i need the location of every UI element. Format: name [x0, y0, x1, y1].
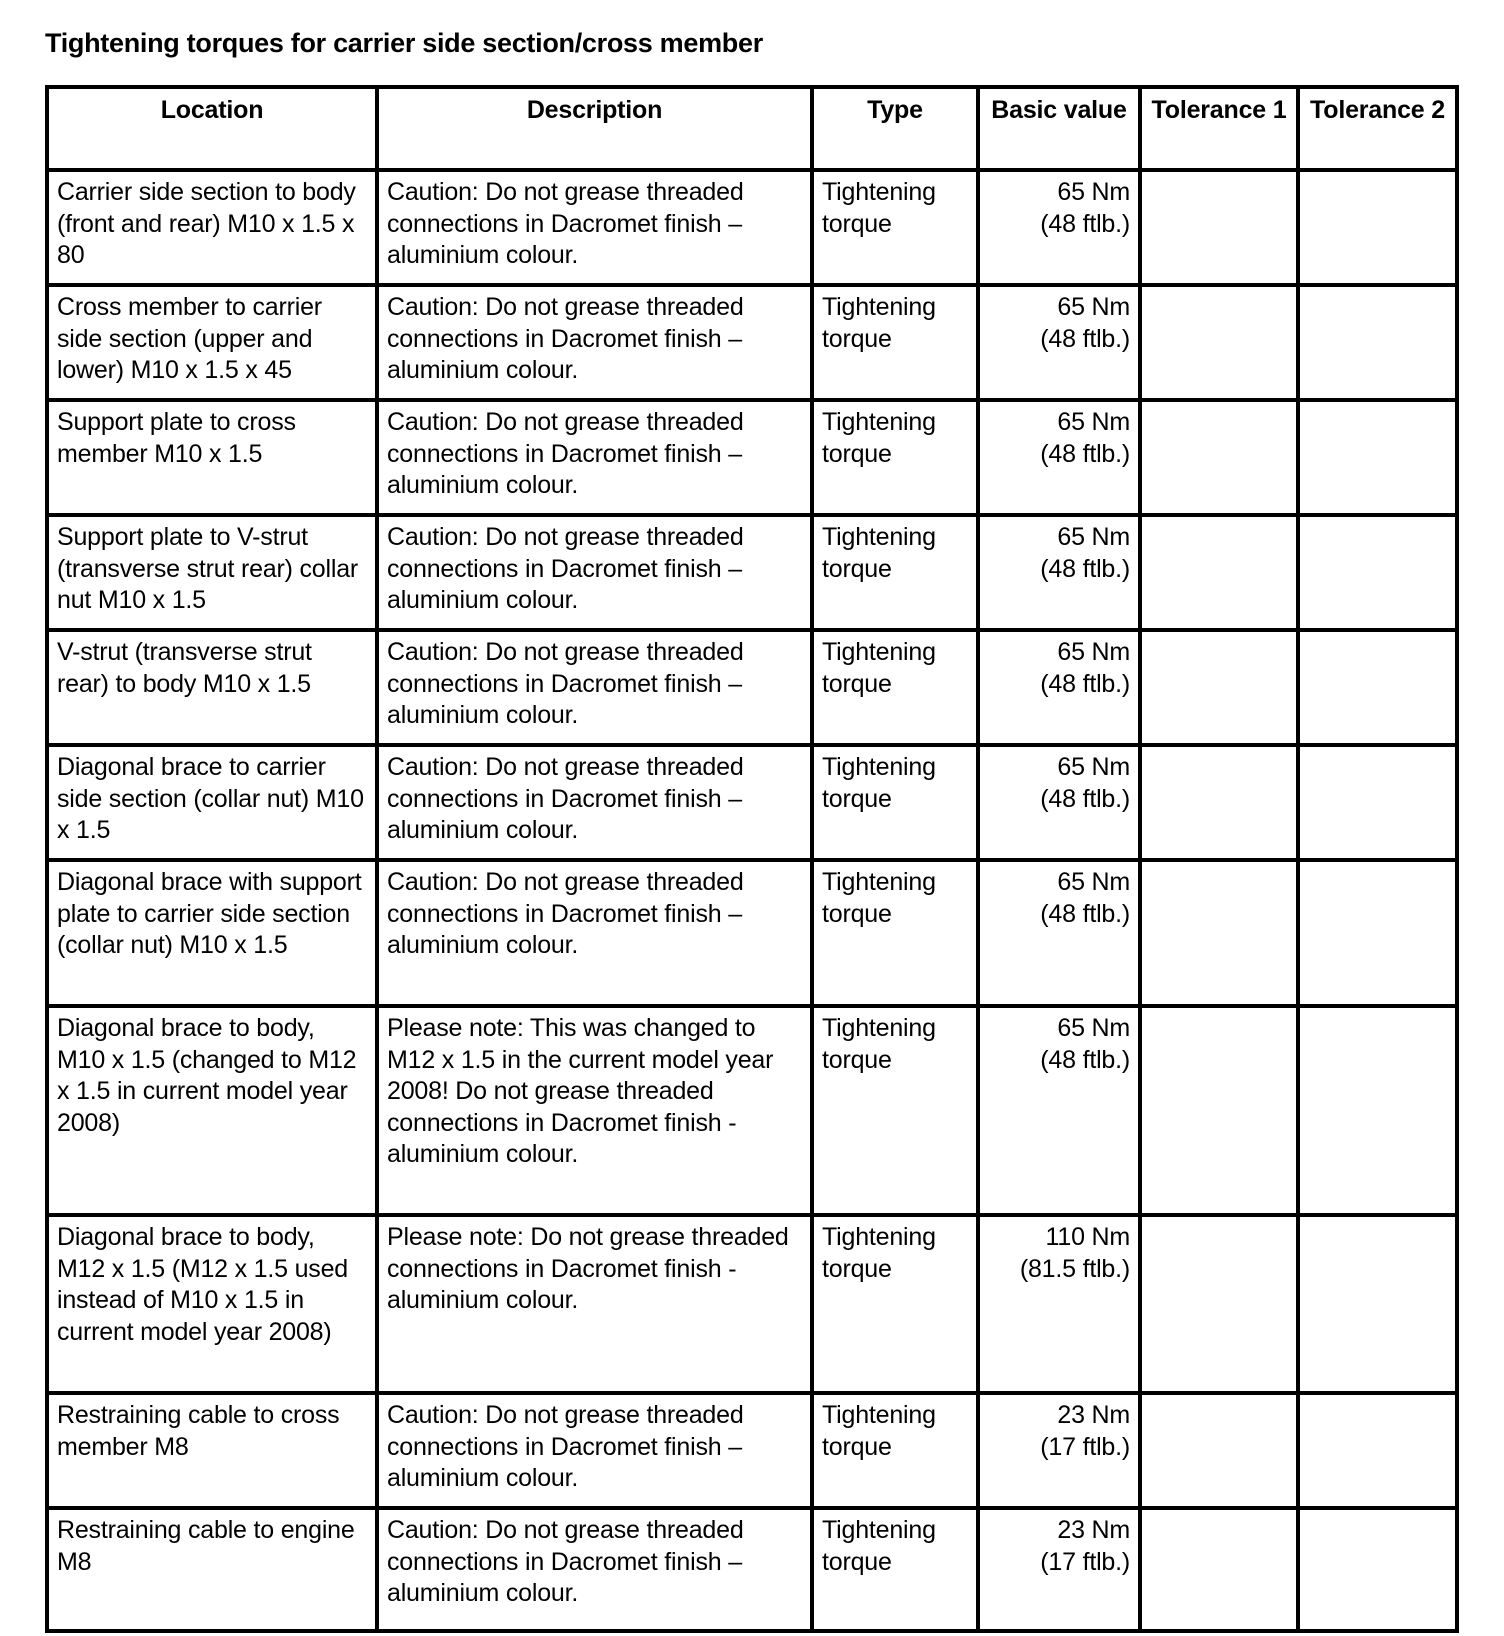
tolerance-1-cell	[1140, 285, 1298, 400]
location-cell: Carrier side section to body (front and rear) M10 x 1.5 x 80	[47, 170, 377, 285]
type-cell: Tightening torque	[812, 170, 978, 285]
description-cell: Caution: Do not grease threaded connections in Dacromet finish – aluminium colour.	[377, 170, 812, 285]
type-cell: Tightening torque	[812, 1215, 978, 1393]
location-cell: Restraining cable to cross member M8	[47, 1393, 377, 1508]
basic-value-cell	[978, 860, 1140, 1006]
type-cell: Tightening torque	[812, 285, 978, 400]
type-cell: Tightening torque	[812, 515, 978, 630]
basic-value-cell	[978, 1215, 1140, 1393]
location-cell: Diagonal brace to body, M12 x 1.5 (M12 x 1.5 used instead of M10 x 1.5 in current model year 2008)	[47, 1215, 377, 1393]
tolerance-2-cell	[1298, 745, 1457, 860]
torque-nm: 65 Nm	[1057, 178, 1130, 206]
description-cell: Caution: Do not grease threaded connections in Dacromet finish – aluminium colour.	[377, 515, 812, 630]
header-location: Location	[47, 87, 377, 170]
basic-value-cell	[978, 1393, 1140, 1508]
torque-nm: 65 Nm	[1057, 868, 1130, 896]
table-row	[47, 860, 1457, 1006]
location-cell: V-strut (transverse strut rear) to body M10 x 1.5	[47, 630, 377, 745]
tolerance-2-cell	[1298, 515, 1457, 630]
torque-nm: 65 Nm	[1057, 1014, 1130, 1042]
table-row	[47, 1508, 1457, 1631]
basic-value-cell	[978, 400, 1140, 515]
header-type: Type	[812, 87, 978, 170]
tolerance-2-cell	[1298, 1508, 1457, 1631]
description-cell: Please note: Do not grease threaded connections in Dacromet finish - aluminium colour.	[377, 1215, 812, 1393]
description-cell: Please note: This was changed to M12 x 1.5 in the current model year 2008! Do not grease threaded connections in Dacromet finish - aluminium colour.	[377, 1006, 812, 1215]
tolerance-1-cell	[1140, 515, 1298, 630]
page-title: Tightening torques for carrier side section/cross member	[45, 28, 763, 58]
tolerance-1-cell	[1140, 745, 1298, 860]
location-cell: Restraining cable to engine M8	[47, 1508, 377, 1631]
torque-nm: 23 Nm	[1057, 1401, 1130, 1429]
torque-ftlb: (48 ftlb.)	[1040, 554, 1130, 583]
description-cell: Caution: Do not grease threaded connections in Dacromet finish – aluminium colour.	[377, 400, 812, 515]
tolerance-1-cell	[1140, 1215, 1298, 1393]
torque-ftlb: (48 ftlb.)	[1040, 1045, 1130, 1074]
table-row	[47, 170, 1457, 285]
header-description: Description	[377, 87, 812, 170]
description-cell: Caution: Do not grease threaded connections in Dacromet finish – aluminium colour.	[377, 630, 812, 745]
location-cell: Diagonal brace to carrier side section (collar nut) M10 x 1.5	[47, 745, 377, 860]
tolerance-1-cell	[1140, 630, 1298, 745]
basic-value-cell	[978, 285, 1140, 400]
table-row	[47, 400, 1457, 515]
torque-nm: 23 Nm	[1057, 1516, 1130, 1544]
basic-value-cell	[978, 745, 1140, 860]
tolerance-2-cell	[1298, 630, 1457, 745]
torque-ftlb: (48 ftlb.)	[1040, 209, 1130, 238]
description-cell: Caution: Do not grease threaded connections in Dacromet finish – aluminium colour.	[377, 285, 812, 400]
description-cell: Caution: Do not grease threaded connections in Dacromet finish – aluminium colour.	[377, 745, 812, 860]
type-cell: Tightening torque	[812, 400, 978, 515]
tolerance-2-cell	[1298, 170, 1457, 285]
location-cell: Support plate to cross member M10 x 1.5	[47, 400, 377, 515]
basic-value-cell	[978, 515, 1140, 630]
torque-nm: 65 Nm	[1057, 523, 1130, 551]
tolerance-2-cell	[1298, 1393, 1457, 1508]
location-cell: Diagonal brace with support plate to carrier side section (collar nut) M10 x 1.5	[47, 860, 377, 1006]
tolerance-2-cell	[1298, 860, 1457, 1006]
description-cell: Caution: Do not grease threaded connections in Dacromet finish – aluminium colour.	[377, 1393, 812, 1508]
location-cell: Diagonal brace to body, M10 x 1.5 (changed to M12 x 1.5 in current model year 2008)	[47, 1006, 377, 1215]
basic-value-cell	[978, 170, 1140, 285]
type-cell: Tightening torque	[812, 1006, 978, 1215]
table-row	[47, 515, 1457, 630]
torque-nm: 65 Nm	[1057, 753, 1130, 781]
tolerance-1-cell	[1140, 400, 1298, 515]
header-basic-value: Basic value	[978, 87, 1140, 170]
torque-nm: 65 Nm	[1057, 638, 1130, 666]
table-row	[47, 1006, 1457, 1215]
type-cell: Tightening torque	[812, 630, 978, 745]
header-tolerance-1: Tolerance 1	[1140, 87, 1298, 170]
tolerance-1-cell	[1140, 170, 1298, 285]
tolerance-1-cell	[1140, 1393, 1298, 1508]
tolerance-1-cell	[1140, 860, 1298, 1006]
torque-ftlb: (48 ftlb.)	[1040, 324, 1130, 353]
torque-nm: 65 Nm	[1057, 293, 1130, 321]
type-cell: Tightening torque	[812, 1393, 978, 1508]
description-cell: Caution: Do not grease threaded connections in Dacromet finish – aluminium colour.	[377, 1508, 812, 1631]
location-cell: Cross member to carrier side section (upper and lower) M10 x 1.5 x 45	[47, 285, 377, 400]
basic-value-cell	[978, 1006, 1140, 1215]
torque-ftlb: (48 ftlb.)	[1040, 899, 1130, 928]
torque-ftlb: (17 ftlb.)	[1040, 1547, 1130, 1576]
tolerance-2-cell	[1298, 1215, 1457, 1393]
header-tolerance-2: Tolerance 2	[1298, 87, 1457, 170]
basic-value-cell	[978, 630, 1140, 745]
type-cell: Tightening torque	[812, 860, 978, 1006]
header-row	[47, 87, 1457, 170]
tolerance-2-cell	[1298, 1006, 1457, 1215]
type-cell: Tightening torque	[812, 1508, 978, 1631]
tolerance-1-cell	[1140, 1508, 1298, 1631]
table-row	[47, 745, 1457, 860]
table-row	[47, 285, 1457, 400]
tolerance-1-cell	[1140, 1006, 1298, 1215]
torque-ftlb: (48 ftlb.)	[1040, 439, 1130, 468]
description-cell: Caution: Do not grease threaded connections in Dacromet finish – aluminium colour.	[377, 860, 812, 1006]
table-row	[47, 630, 1457, 745]
torque-table	[45, 85, 1459, 1633]
tolerance-2-cell	[1298, 285, 1457, 400]
type-cell: Tightening torque	[812, 745, 978, 860]
torque-nm: 65 Nm	[1057, 408, 1130, 436]
basic-value-cell	[978, 1508, 1140, 1631]
table-row	[47, 1393, 1457, 1508]
torque-ftlb: (48 ftlb.)	[1040, 784, 1130, 813]
torque-ftlb: (81.5 ftlb.)	[1019, 1254, 1130, 1283]
torque-ftlb: (48 ftlb.)	[1040, 669, 1130, 698]
torque-ftlb: (17 ftlb.)	[1040, 1432, 1130, 1461]
location-cell: Support plate to V-strut (transverse strut rear) collar nut M10 x 1.5	[47, 515, 377, 630]
torque-nm: 110 Nm	[1045, 1223, 1130, 1251]
tolerance-2-cell	[1298, 400, 1457, 515]
table-row	[47, 1215, 1457, 1393]
